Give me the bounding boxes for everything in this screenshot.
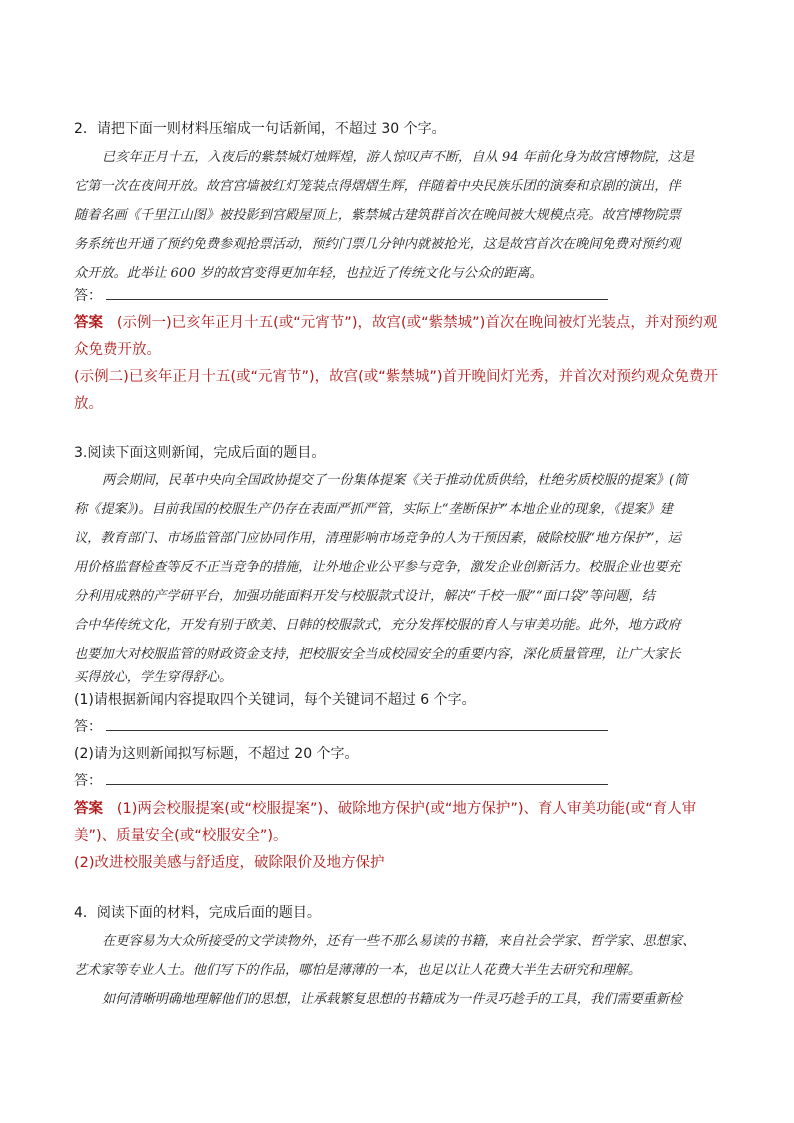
answer-prompt: 答： bbox=[74, 773, 102, 789]
q2-answer-field[interactable] bbox=[74, 285, 608, 306]
q2-material-line: 随着名画《千里江山图》被投影到宫殿屋顶上，紫禁城古建筑群首次在晚间被大规模点亮。故宫博物院票 bbox=[74, 208, 681, 223]
q3-material-line: 称《提案》)。目前我国的校服生产仍存在表面严抓严管，实际上“垄断保护”本地企业的现象，《提案》建 bbox=[74, 502, 673, 517]
q3-sub2: (2)请为这则新闻拟写标题，不超过 20 个字。 bbox=[74, 746, 359, 762]
answer-label: 答案 bbox=[74, 801, 103, 817]
q4-material-line: 如何清晰明确地理解他们的思想，让承载繁复思想的书籍成为一件灵巧趁手的工具，我们需要重新检 bbox=[102, 992, 683, 1007]
q3-material-line: 用价格监督检查等反不正当竞争的措施，让外地企业公平参与竞争，激发企业创新活力。校服企业也要充 bbox=[74, 560, 681, 575]
q3-answer-field-2[interactable] bbox=[74, 770, 608, 791]
answer-blank-line[interactable] bbox=[106, 716, 608, 731]
q3-sub1: (1)请根据新闻内容提取四个关键词，每个关键词不超过 6 个字。 bbox=[74, 692, 476, 708]
q3-material-line: 也要加大对校服监管的财政资金支持，把校服安全当成校园安全的重要内容，深化质量管理，让广大家长 bbox=[74, 647, 681, 662]
answer-text: (示例一)已亥年正月十五(或“元宵节”)，故宫(或“紫禁城”)首次在晚间被灯光装点，并对预约观 bbox=[116, 315, 718, 331]
q2-material-line: 众开放。此举让 600 岁的故宫变得更加年轻，也拉近了传统文化与公众的距离。 bbox=[74, 266, 543, 281]
q3-material-line: 两会期间，民革中央向全国政协提交了一份集体提案《关于推动优质供给，杜绝劣质校服的提案》(简 bbox=[102, 473, 688, 488]
q2-answer-line: (示例二)已亥年正月十五(或“元宵节”)，故宫(或“紫禁城”)首开晚间灯光秀，并首次对预约观众免费开 bbox=[74, 369, 718, 385]
q4-material-line: 艺术家等专业人士。他们写下的作品，哪怕是薄薄的一本，也足以让人花费大半生去研究和理解。 bbox=[74, 963, 642, 978]
answer-label: 答案 bbox=[74, 315, 103, 331]
answer-blank-line[interactable] bbox=[106, 285, 608, 300]
q3-material-line: 议，教育部门、市场监管部门应协同作用，清理影响市场竞争的人为干预因素，破除校服“地方保护”，运 bbox=[74, 531, 681, 546]
answer-text: (1)两会校服提案(或“校服提案”)、破除地方保护(或“地方保护”)、育人审美功能(或“育人审 bbox=[116, 801, 697, 817]
q2-title: 2．请把下面一则材料压缩成一句话新闻，不超过 30 个字。 bbox=[74, 121, 446, 137]
q2-answer-line: 放。 bbox=[74, 396, 103, 412]
q3-material-line: 买得放心，学生穿得舒心。 bbox=[74, 670, 233, 685]
q4-title: 4．阅读下面的材料，完成后面的题目。 bbox=[74, 905, 321, 921]
q3-material-line: 合中华传统文化，开发有别于欧美、日韩的校服款式，充分发挥校服的育人与审美功能。此外，地方政府 bbox=[74, 618, 681, 633]
q3-material-line: 分利用成熟的产学研平台，加强功能面料开发与校服款式设计，解决“千校一服”“面口袋”等问题，结 bbox=[74, 589, 655, 604]
q2-answer-line bbox=[74, 313, 717, 333]
q3-title: 3.阅读下面这则新闻，完成后面的题目。 bbox=[74, 445, 326, 461]
q3-answer-line: (2)改进校服美感与舒适度，破除限价及地方保护 bbox=[74, 855, 385, 871]
q2-material-line: 务系统也开通了预约免费参观抢票活动，预约门票几分钟内就被抢光，这是故宫首次在晚间免费对预约观 bbox=[74, 237, 681, 252]
q2-answer-line: 众免费开放。 bbox=[74, 342, 161, 358]
answer-blank-line[interactable] bbox=[106, 770, 608, 785]
answer-prompt: 答： bbox=[74, 719, 102, 735]
q3-answer-field-1[interactable] bbox=[74, 716, 608, 737]
answer-prompt: 答： bbox=[74, 288, 102, 304]
q2-material-line: 已亥年正月十五，入夜后的紫禁城灯烛辉煌，游人惊叹声不断，自从 94 年前化身为故宫博物院，这是 bbox=[102, 150, 695, 165]
q3-answer-line: 美”)、质量安全(或“校服安全”)。 bbox=[74, 828, 288, 844]
q4-material-line: 在更容易为大众所接受的文学读物外，还有一些不那么易读的书籍，来自社会学家、哲学家、思想家、 bbox=[102, 934, 696, 949]
q2-material-line: 它第一次在夜间开放。故宫宫墙被红灯笼装点得熠熠生辉，伴随着中央民族乐团的演奏和京剧的演出，伴 bbox=[74, 179, 681, 194]
q3-answer-line bbox=[74, 799, 696, 819]
